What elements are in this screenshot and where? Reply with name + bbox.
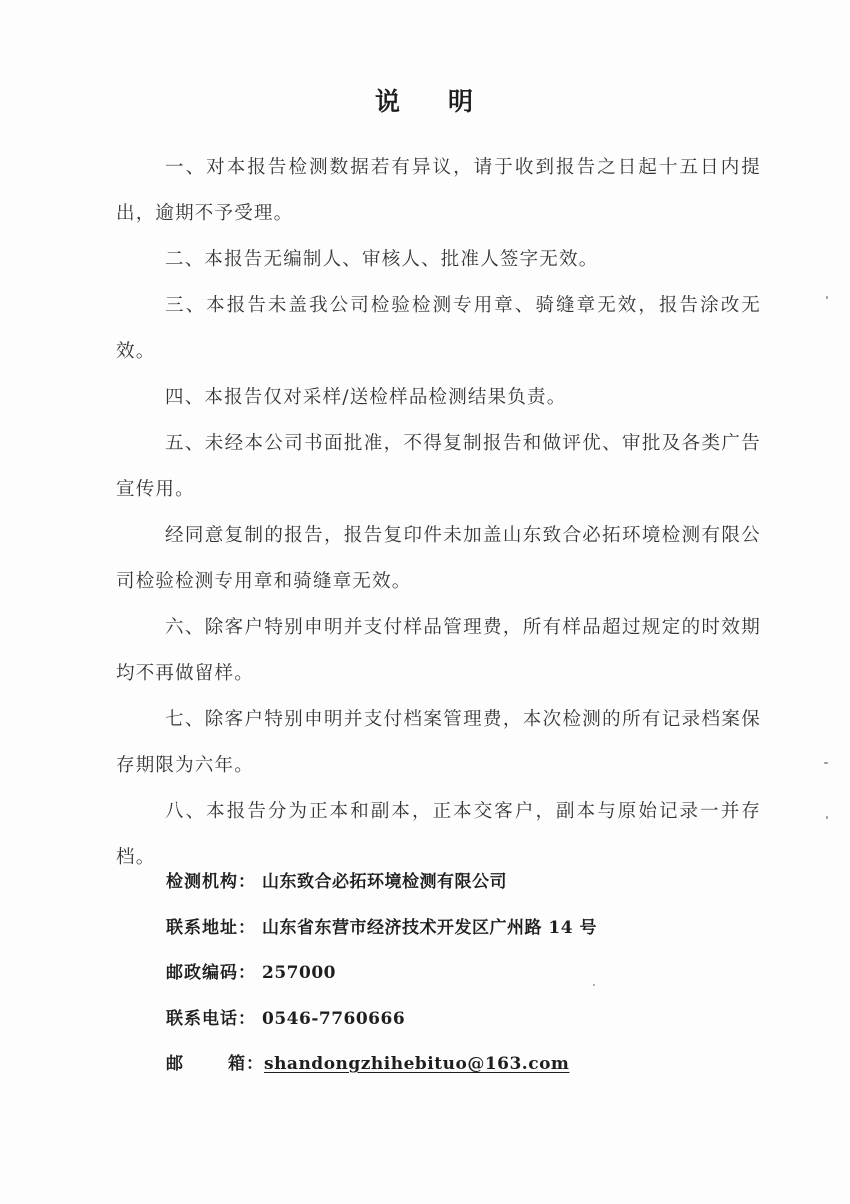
address-label: 联系地址： — [166, 917, 256, 938]
note-paragraph-2: 二、本报告无编制人、审核人、批准人签字无效。 — [165, 249, 599, 270]
phone-value: 0546-7760666 — [262, 1008, 406, 1029]
email-label-char: 邮 — [166, 1054, 184, 1074]
title-char-1: 说 — [374, 87, 402, 116]
contact-email — [166, 1044, 766, 1090]
email-label — [166, 1044, 264, 1084]
note-paragraph-8: 八、本报告分为正本和副本，正本交客户，副本与原始记录一并存档。 — [116, 801, 761, 868]
note-paragraph-5b: 经同意复制的报告，报告复印件未加盖山东致合必拓环境检测有限公司检验检测专用章和骑缝章无效。 — [116, 525, 761, 592]
email-label-rest: 箱： — [228, 1054, 264, 1074]
contact-postcode — [166, 953, 766, 999]
note-paragraph-5: 五、未经本公司书面批准，不得复制报告和做评优、审批及各类广告宣传用。 — [116, 433, 761, 500]
email-link[interactable]: shandongzhihebituo@163.com — [264, 1054, 570, 1074]
scan-speck — [826, 816, 828, 819]
contact-address — [166, 908, 766, 954]
contact-agency — [166, 862, 766, 908]
contact-phone — [166, 999, 766, 1045]
postcode-value: 257000 — [262, 963, 336, 983]
notes-body — [116, 145, 761, 881]
phone-label: 联系电话： — [166, 1008, 256, 1029]
page-title — [0, 82, 850, 118]
note-paragraph-3: 三、本报告未盖我公司检验检测专用章、骑缝章无效，报告涂改无效。 — [116, 295, 761, 362]
agency-label: 检测机构： — [166, 872, 256, 892]
title-char-2: 明 — [448, 87, 476, 116]
address-value: 山东省东营市经济技术开发区广州路 14 号 — [262, 917, 597, 938]
note-paragraph-7: 七、除客户特别申明并支付档案管理费，本次检测的所有记录档案保存期限为六年。 — [116, 709, 761, 776]
agency-value: 山东致合必拓环境检测有限公司 — [262, 872, 507, 892]
note-paragraph-6: 六、除客户特别申明并支付样品管理费，所有样品超过规定的时效期均不再做留样。 — [116, 617, 761, 684]
contact-block — [166, 862, 766, 1090]
scan-speck — [824, 762, 828, 764]
note-paragraph-1: 一、对本报告检测数据若有异议，请于收到报告之日起十五日内提出，逾期不予受理。 — [116, 157, 761, 224]
scan-speck — [826, 296, 828, 299]
postcode-label: 邮政编码： — [166, 963, 256, 983]
note-paragraph-4: 四、本报告仅对采样/送检样品检测结果负责。 — [165, 387, 567, 408]
scan-speck — [593, 984, 595, 986]
